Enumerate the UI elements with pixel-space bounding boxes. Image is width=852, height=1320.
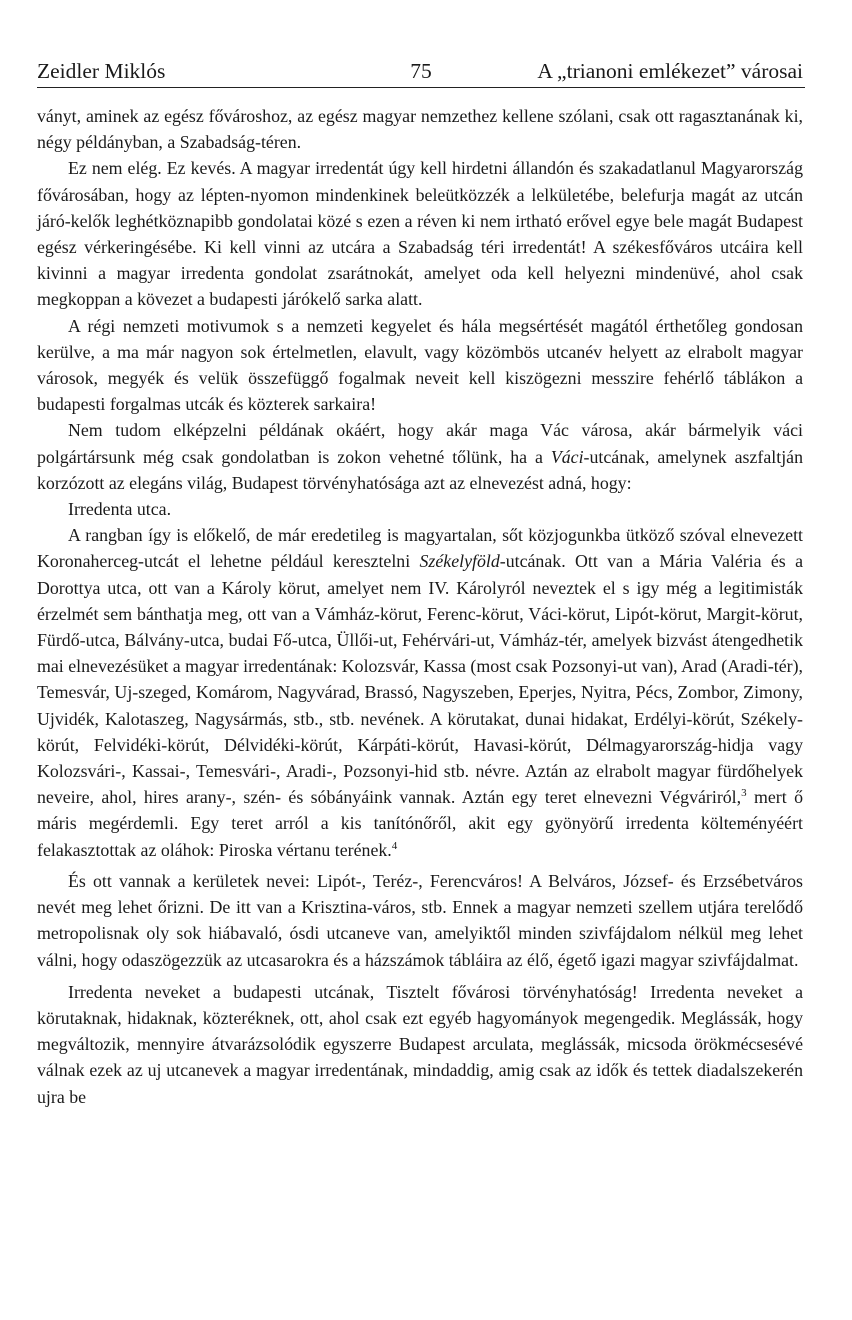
paragraph-5-text: Irredenta utca. xyxy=(68,499,172,520)
footnote-marker-4: 4 xyxy=(391,839,398,852)
page-number: 75 xyxy=(410,59,432,83)
paragraph-4 xyxy=(37,417,803,496)
body-text xyxy=(37,103,803,1110)
paragraph-6 xyxy=(37,522,803,863)
header-rule xyxy=(37,87,805,88)
paragraph-6-text-middle: mert ő máris megérdemli. Egy teret arról a kis tanítónőről, akit egy gyönyörű irredenta költeményéért felakasztottak az oláhok: Piroska vértanu terének. xyxy=(37,787,803,860)
header-author: Zeidler Miklós xyxy=(37,59,166,83)
paragraph-1-text: ványt, aminek az egész fővároshoz, az egész magyar nemzethez kellene szólani, csak ott ragasztanának ki, négy példányban, a Szabadság-téren. xyxy=(37,106,803,153)
header-title: A „trianoni emlékezet” városai xyxy=(537,59,803,83)
paragraph-7-text: És ott vannak a kerületek nevei: Lipót-, Teréz-, Ferencváros! A Belváros, József- és Erzsébetváros nevét meg lehet őrizni. De itt van a Krisztina-város, stb. Ennek a magyar nemzeti szellem utjára terelődő metropolisnak oly sok hiábavaló, ósdi utcaneve van, amelyiktől minden szivfájdalom nélkül meg lehet válni, hogy odaszögezzük az utcasarokra és a házszámok tábláira az élő, égető igazi magyar szivfájdalmat. xyxy=(37,870,803,970)
paragraph-8 xyxy=(37,979,803,1110)
paragraph-4-italic: Váci xyxy=(550,446,584,467)
paragraph-3-text: A régi nemzeti motivumok s a nemzeti kegyelet és hála megsértését magától érthetőleg gondosan kerülve, a ma már nagyon sok értelmetlen, elavult, vagy közömbös utcanév helyett az elrabolt magyar városok, megyék és velük összefüggő fogalmak neveit kell kiszögezni messzire fehérlő táblákon a budapesti forgalmas utcák és közterek sarkaira! xyxy=(37,315,803,415)
paragraph-4-text-before: Nem tudom elképzelni példának okáért, hogy akár maga Vác városa, akár bármelyik váci polgártársunk még csak gondolatban is zokon vehetné tőlünk, ha a xyxy=(37,420,803,467)
paragraph-3 xyxy=(37,313,803,418)
paragraph-6-text-after: -utcának. Ott van a Mária Valéria és a Dorottya utca, ott van a Károly körut, amelyet nem IV. Károlyról neveztek el s igy még a legitimisták érzelmét sem bánthatja meg, ott van a Vámház-körut, Ferenc-körut, Váci-körut, Lipót-körut, Margit-körut, Fürdő-utca, Bálvány-utca, budai Fő-utca, Üllői-ut, Fehérvári-ut, Vámház-tér, amelyek bizvást átengedhetik mai elnevezésüket a magyar irredentának: Kolozsvár, Kassa (most csak Pozsonyi-ut van), Arad (Aradi-tér), Temesvár, Uj-szeged, Komárom, Nagyvárad, Brassó, Nagyszeben, Eperjes, Nyitra, Pécs, Zombor, Zimony, Ujvidék, Kalotaszeg, Nagysármás, stb., stb. nevének. A körutakat, dunai hidakat, Erdélyi-körút, Székely-körút, Felvidéki-körút, Délvidéki-körút, Kárpáti-körút, Havasi-körút, Délmagyarország-hidja vagy Kolozsvári-, Kassai-, Temesvári-, Aradi-, Pozsonyi-hid stb. névre. Aztán az elrabolt magyar fürdőhelyek neveire, ahol, hires arany-, szén- és sóbányáink vannak. Aztán egy teret elnevezni Végváriról, xyxy=(37,551,803,808)
paragraph-6-italic: Székelyföld xyxy=(419,551,500,572)
paragraph-4-text-after: -utcának, amelynek aszfaltján korzózott az elegáns világ, Budapest törvényhatósága azt az elnevezést adná, hogy: xyxy=(37,446,803,493)
running-header xyxy=(37,56,805,86)
paragraph-2-text: Ez nem elég. Ez kevés. A magyar irredentát úgy kell hirdetni állandón és szakadatlanul Magyarország fővárosában, hogy az lépten-nyomon mindenkinek beleütközzék a lelkületébe, belefurja magát az utcán járó-kelők leghétköznapibb gondolatai közé s ezen a réven ki nem irtható erővel egye bele magát Budapest egész vérkeringésébe. Ki kell vinni az utcára a Szabadság téri irredentát! A székesfőváros utcáira kell kivinni a magyar irredenta gondolat zsarátnokát, amelyet oda kell helyezni mindenüvé, ahol csak megkoppan a kövezet a budapesti járókelő sarka alatt. xyxy=(37,158,803,310)
paragraph-6-text-before: A rangban így is előkelő, de már eredetileg is magyartalan, sőt közjogunkba ütköző szóval elnevezett Koronaherceg-utcát el lehetne például keresztelni xyxy=(37,525,803,572)
paragraph-8-text: Irredenta neveket a budapesti utcának, Tisztelt fővárosi törvényhatóság! Irredenta neveket a körutaknak, hidaknak, közteréknek, ott, ahol csak ezt egyéb hagyományok megengedik. Meglássák, hogy megváltozik, mennyire átvarázsolódik egyszerre Budapest arculata, meglássák, micsoda örökmécsesévé válnak ezek az uj utcanevek a magyar irredentának, mindaddig, amig csak az idők és tettek diadalszekerén ujra be xyxy=(37,981,803,1107)
paragraph-5 xyxy=(37,496,803,522)
footnote-marker-3: 3 xyxy=(741,787,747,800)
paragraph-1 xyxy=(37,103,803,155)
paragraph-2 xyxy=(37,155,803,312)
paragraph-7 xyxy=(37,868,803,973)
